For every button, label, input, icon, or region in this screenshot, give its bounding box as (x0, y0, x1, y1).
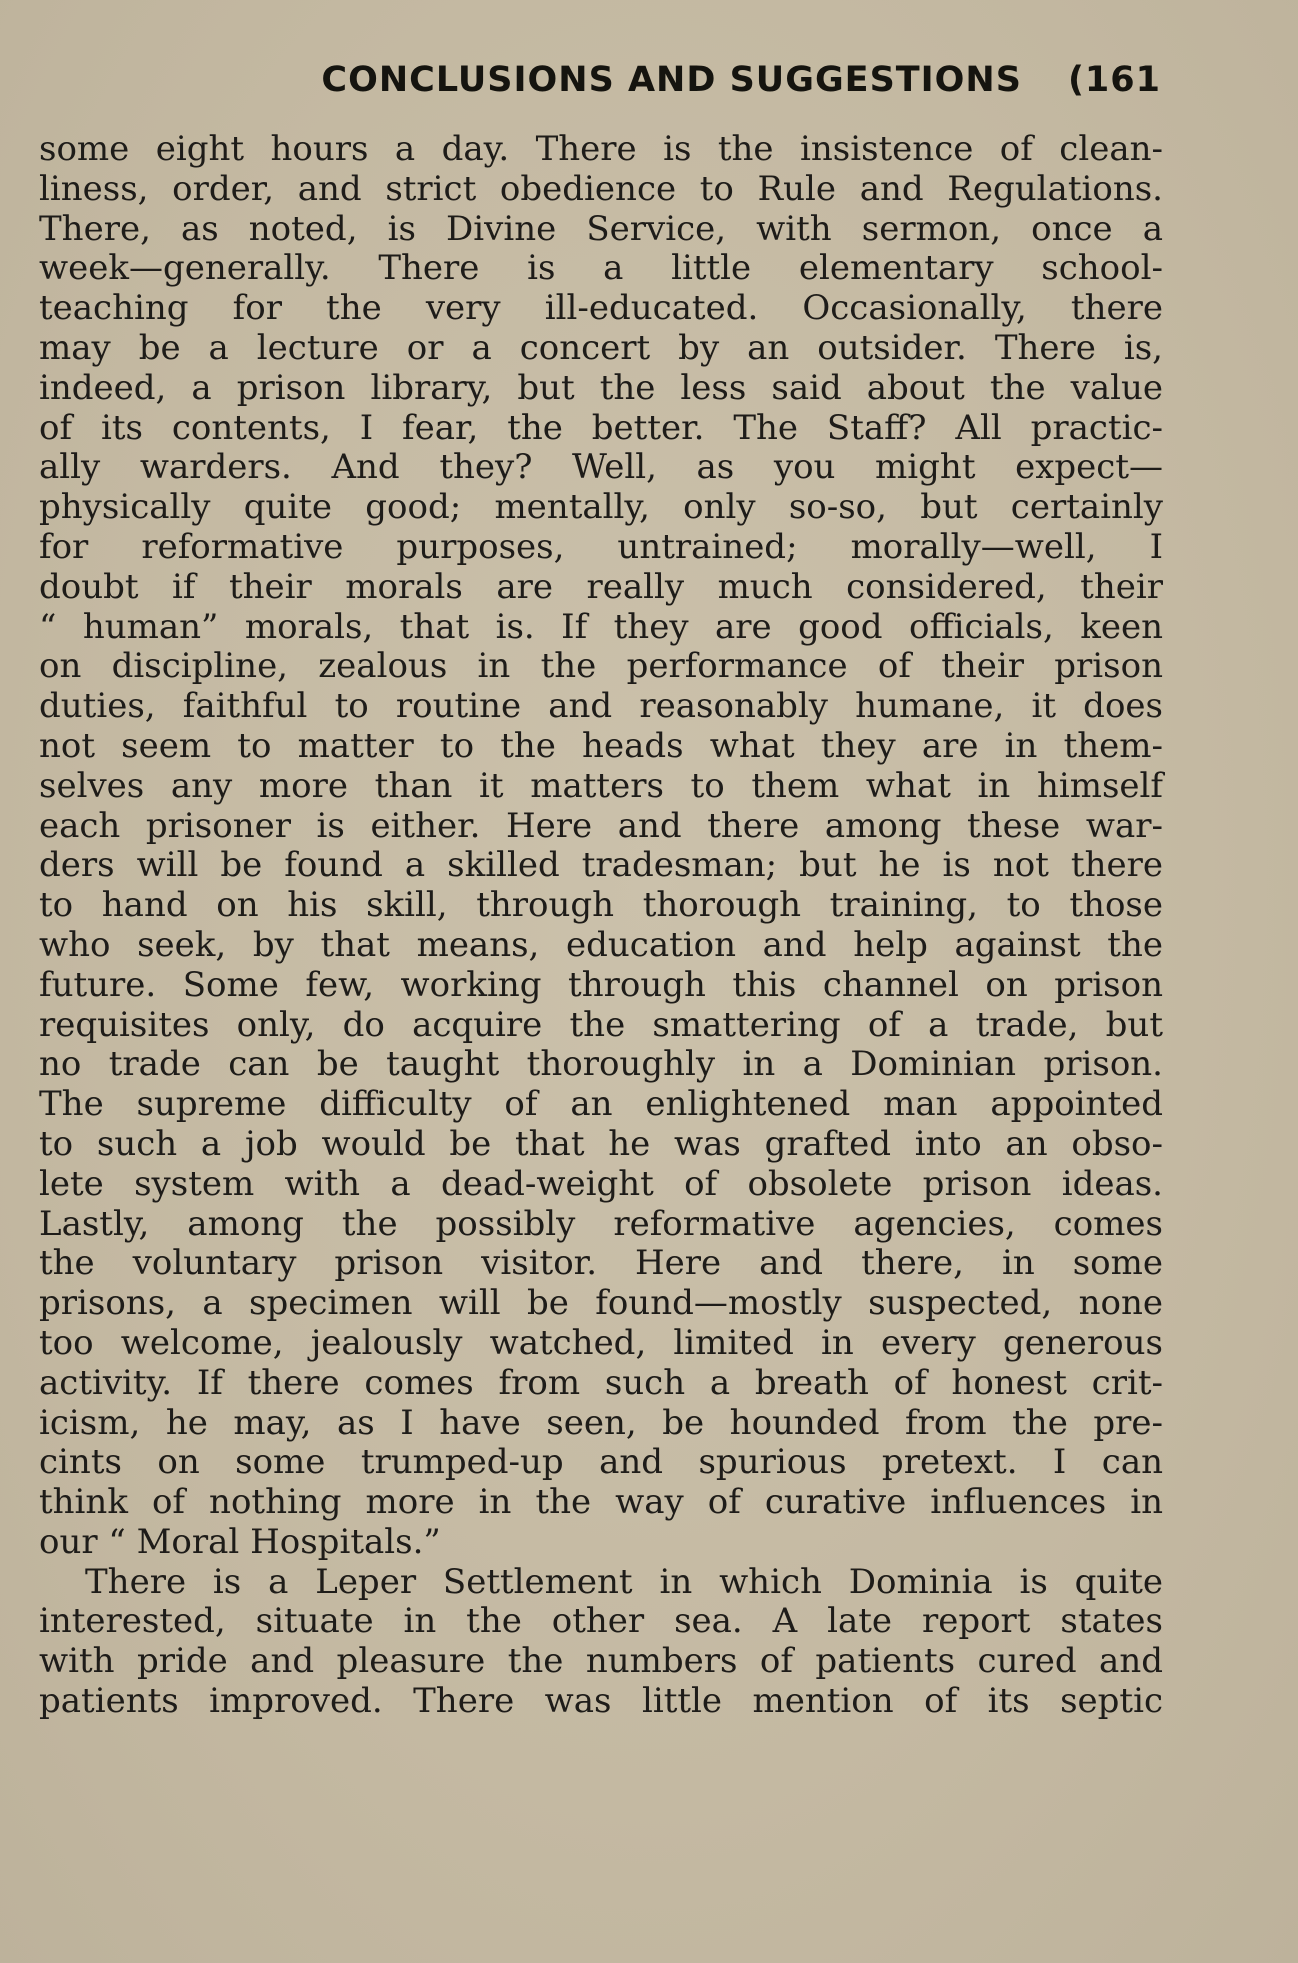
text-line: interested, situate in the other sea. A late report states (39, 1601, 1163, 1642)
body-text (39, 130, 1163, 1722)
text-line: teaching for the very ill-educated. Occasionally, there (39, 288, 1163, 329)
text-line: doubt if their morals are really much considered, their (39, 566, 1163, 607)
text-line: ally warders. And they? Well, as you might expect— (39, 447, 1163, 488)
text-line: no trade can be taught thoroughly in a Dominian prison. (39, 1044, 1163, 1085)
text-line: not seem to matter to the heads what they are in them- (39, 725, 1163, 766)
page-number: (161 (1067, 60, 1161, 100)
text-line: of its contents, I fear, the better. The Staff? All practic- (39, 407, 1163, 448)
running-head (321, 60, 1161, 100)
text-line: on discipline, zealous in the performance of their prison (39, 646, 1163, 687)
text-line: week—generally. There is a little elementary school- (39, 248, 1163, 289)
text-line: cints on some trumped-up and spurious pretext. I can (39, 1442, 1163, 1483)
chapter-title: CONCLUSIONS AND SUGGESTIONS (321, 60, 1022, 100)
text-line: There is a Leper Settlement in which Dominia is quite (85, 1561, 1163, 1602)
text-line: prisons, a specimen will be found—mostly suspected, none (39, 1283, 1163, 1324)
text-line: There, as noted, is Divine Service, with sermon, once a (39, 208, 1163, 249)
text-line: the voluntary prison visitor. Here and there, in some (39, 1243, 1163, 1284)
text-line: activity. If there comes from such a breath of honest crit- (39, 1362, 1163, 1403)
text-line: icism, he may, as I have seen, be hounded from the pre- (39, 1402, 1163, 1443)
text-line: requisites only, do acquire the smattering of a trade, but (39, 1004, 1163, 1045)
text-line: physically quite good; mentally, only so-so, but certainly (39, 487, 1163, 528)
text-line: future. Some few, working through this channel on prison (39, 964, 1163, 1005)
text-line: each prisoner is either. Here and there among these war- (39, 805, 1163, 846)
text-line: patients improved. There was little mention of its septic (39, 1681, 1163, 1722)
text-line: some eight hours a day. There is the insistence of clean- (39, 129, 1163, 169)
text-line: ders will be found a skilled tradesman; but he is not there (39, 845, 1163, 886)
text-line: Lastly, among the possibly reformative agencies, comes (39, 1203, 1163, 1244)
text-line: who seek, by that means, education and help against the (39, 924, 1163, 965)
text-line: indeed, a prison library, but the less said about the value (39, 367, 1163, 408)
text-line: for reformative purposes, untrained; morally—well, I (39, 526, 1163, 567)
text-line: The supreme difficulty of an enlightened man appointed (39, 1084, 1163, 1125)
text-line: to hand on his skill, through thorough training, to those (39, 885, 1163, 926)
text-line: our “ Moral Hospitals.” (39, 1521, 441, 1562)
text-line: with pride and pleasure the numbers of patients cured and (39, 1641, 1163, 1682)
text-line: to such a job would be that he was grafted into an obso- (39, 1123, 1163, 1164)
text-line: think of nothing more in the way of curative influences in (39, 1482, 1163, 1523)
text-line: duties, faithful to routine and reasonably humane, it does (39, 686, 1163, 727)
text-line: “ human” morals, that is. If they are good officials, keen (39, 606, 1163, 647)
text-line: may be a lecture or a concert by an outsider. There is, (39, 327, 1163, 368)
text-line: lete system with a dead-weight of obsolete prison ideas. (39, 1163, 1163, 1204)
text-line: liness, order, and strict obedience to Rule and Regulations. (39, 168, 1163, 209)
text-line: selves any more than it matters to them what in himself (39, 765, 1163, 806)
text-line: too welcome, jealously watched, limited in every generous (39, 1322, 1163, 1363)
